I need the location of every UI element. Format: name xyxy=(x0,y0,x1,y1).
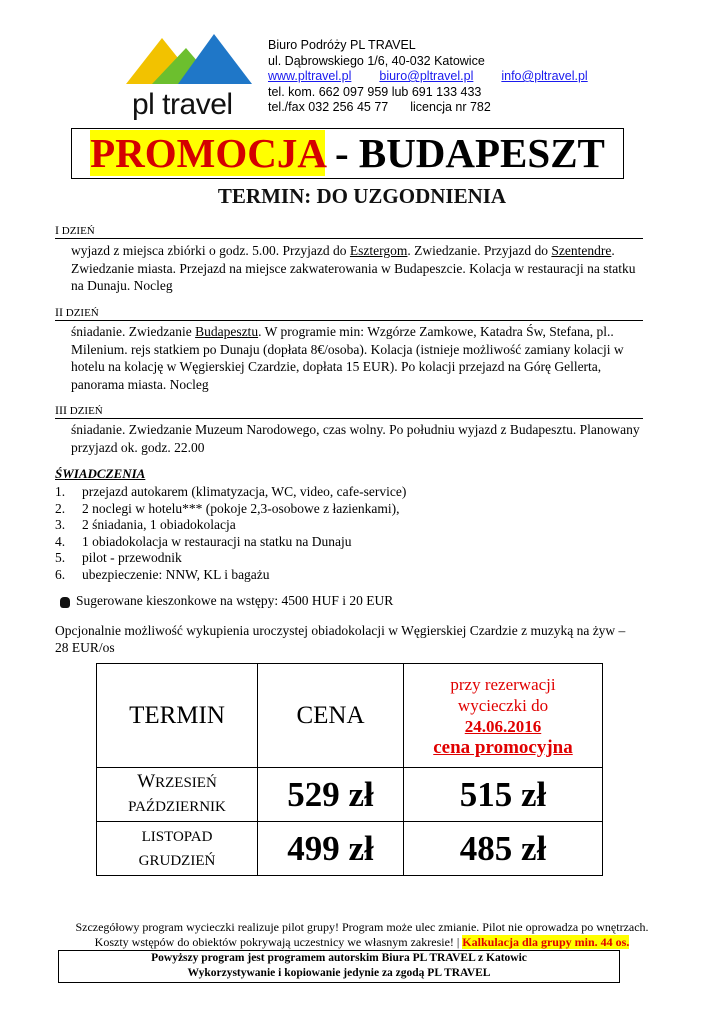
footer-note: Szczegółowy program wycieczki realizuje pilot grupy! Program może ulec zmianie. Pilot nie oprowadza po wnętrzach. Koszty wstępów do obiektów pokrywają uczestnicy we własnym zakresie! | Kalkulacja dla grupy min. 44 os. xyxy=(75,920,649,949)
day-3-text: śniadanie. Zwiedzanie Muzeum Narodowego, czas wolny. Po południu wyjazd z Budapesztu. Planowany przyjazd ok. godz. 22.00 xyxy=(71,422,640,455)
promo-price-cell: 515 zł xyxy=(404,768,603,822)
list-item: 2. 2 noclegi w hotelu*** (pokoje 2,3-osobowe z łazienkami), xyxy=(55,500,400,516)
title-destination: - BUDAPESZT xyxy=(324,130,605,176)
email-biuro-link[interactable]: biuro@pltravel.pl xyxy=(379,69,474,83)
title-promo: PROMOCJA xyxy=(90,130,325,176)
agency-phone: tel. kom. 662 097 959 lub 691 133 433 xyxy=(268,84,482,99)
optional-dinner: Opcjonalnie możliwość wykupienia uroczystej obiadokolacji w Węgierskiej Czardzie z muzyką na żyw – 28 EUR/os xyxy=(55,623,626,655)
agency-fax-licence xyxy=(268,100,588,116)
agency-address: ul. Dąbrowskiego 1/6, 40-032 Katowice xyxy=(268,53,485,68)
day-2-label: II DZIEŃ xyxy=(55,305,99,319)
day-1-rule xyxy=(55,238,643,239)
pocket-money xyxy=(60,593,393,609)
logo-wordmark: pl travel xyxy=(132,88,233,121)
price-table xyxy=(96,663,603,876)
contact-block xyxy=(268,38,588,116)
list-item: 5. pilot - przewodnik xyxy=(55,550,182,565)
fax: tel./fax 032 256 45 77 xyxy=(268,100,389,114)
list-item: 3. 2 śniadania, 1 obiadokolacja xyxy=(55,517,236,532)
licence: licencja nr 782 xyxy=(410,100,491,114)
term-cell: WRZESIEŃ PAŹDZIERNIK xyxy=(97,768,258,822)
copyright-box: Powyższy program jest programem autorskim Biura PL TRAVEL z Katowic Wykorzystywanie i kopiowanie jedynie za zgodą PL TRAVEL xyxy=(58,950,620,983)
col-header-termin: TERMIN xyxy=(97,664,258,768)
email-info-link[interactable]: info@pltravel.pl xyxy=(501,69,588,83)
term-cell: LISTOPAD GRUDZIEŃ xyxy=(97,822,258,876)
day-2-rule xyxy=(55,320,643,321)
col-header-promo: przy rezerwacji wycieczki do 24.06.2016 cena promocyjna xyxy=(404,664,603,768)
agency-name: Biuro Podróży PL TRAVEL xyxy=(268,38,416,52)
table-row xyxy=(97,768,603,822)
services-heading: ŚWIADCZENIA xyxy=(55,466,146,481)
list-item: 1. przejazd autokarem (klimatyzacja, WC, video, cafe-service) xyxy=(55,484,407,499)
list-item: 6. ubezpieczenie: NNW, KL i bagażu xyxy=(55,566,270,582)
day-1-text: wyjazd z miejsca zbiórki o godz. 5.00. Przyjazd do Esztergom. Zwiedzanie. Przyjazd do Szentendre. Zwiedzanie miasta. Przejazd na miejsce zakwaterowania w Budapeszcie. Kolacja w restauracji na statku na Dunaju. Nocleg xyxy=(71,243,636,293)
day-3-label: III DZIEŃ xyxy=(55,403,103,417)
price-cell: 529 zł xyxy=(258,768,404,822)
agency-links xyxy=(268,69,588,85)
services-list xyxy=(55,484,406,583)
money-bag-icon xyxy=(60,597,70,608)
pocket-money-text: Sugerowane kieszonkowe na wstępy: 4500 HUF i 20 EUR xyxy=(76,593,394,608)
day-1-label: I DZIEŃ xyxy=(55,223,95,237)
col-header-cena: CENA xyxy=(258,664,404,768)
website-link[interactable]: www.pltravel.pl xyxy=(268,69,352,83)
title-box xyxy=(71,128,624,179)
table-row xyxy=(97,822,603,876)
list-item: 4. 1 obiadokolacja w restauracji na statku na Dunaju xyxy=(55,533,352,549)
promo-price-cell: 485 zł xyxy=(404,822,603,876)
price-cell: 499 zł xyxy=(258,822,404,876)
subtitle: TERMIN: DO UZGODNIENIA xyxy=(217,184,507,208)
day-2-text: śniadanie. Zwiedzanie Budapesztu. W programie min: Wzgórze Zamkowe, Katadra Św, Stefana, pl.. Milenium. rejs statkiem po Dunaju (dopłata 8€/osoba). Kolacja (istnieje możliwość zamiany kolacji w hotelu na kolację w Węgierskiej Czardzie, dopłata 15 EUR). Po kolacji przejazd na Górę Gellerta, panorama miasta. Nocleg xyxy=(71,324,624,392)
day-3-rule xyxy=(55,418,643,419)
group-size-highlight: Kalkulacja dla grupy min. 44 os. xyxy=(462,935,630,949)
